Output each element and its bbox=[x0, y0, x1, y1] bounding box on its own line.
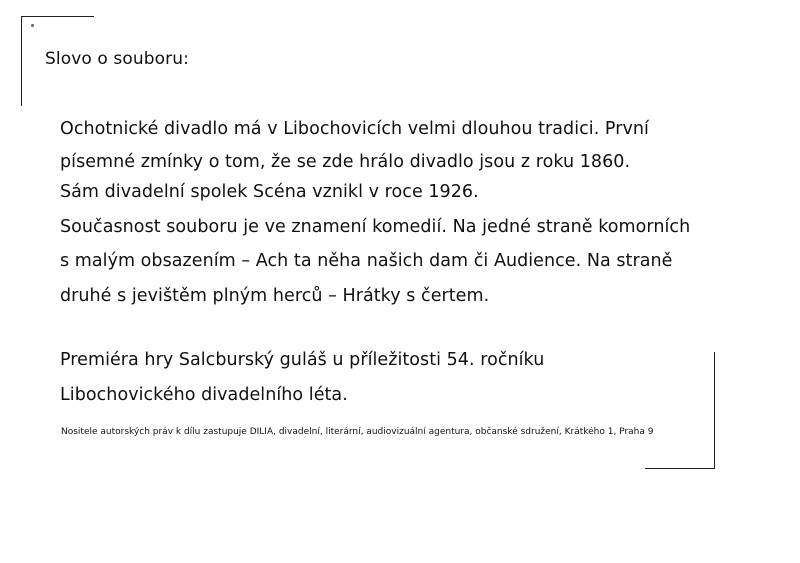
copyright-footnote: Nositele autorských práv k dílu zastupuje DILIA, divadelní, literární, audiovizuální agentura, občanské sdružení, Krátkého 1, Praha 9 bbox=[61, 427, 654, 437]
corner-mark-bottom-right-horizontal bbox=[645, 468, 715, 469]
paragraph1-line-4: Současnost souboru je ve znamení komedií. Na jedné straně komorních bbox=[60, 217, 691, 237]
paragraph1-line-3: Sám divadelní spolek Scéna vznikl v roce 1926. bbox=[60, 182, 479, 202]
paragraph1-line-6: druhé s jevištěm plným herců – Hrátky s čertem. bbox=[60, 286, 490, 306]
corner-mark-top-left-vertical bbox=[21, 16, 22, 106]
corner-mark-top-left-horizontal bbox=[21, 16, 94, 17]
paragraph1-line-1: Ochotnické divadlo má v Libochovicích velmi dlouhou tradici. První bbox=[60, 119, 649, 139]
scan-speck bbox=[31, 24, 34, 27]
paragraph2-line-1: Premiéra hry Salcburský guláš u příležitosti 54. ročníku bbox=[60, 350, 545, 370]
paragraph1-line-2: písemné zmínky o tom, že se zde hrálo divadlo jsou z roku 1860. bbox=[60, 152, 631, 172]
paragraph2-line-2: Libochovického divadelního léta. bbox=[60, 385, 348, 405]
page-heading: Slovo o souboru: bbox=[45, 49, 189, 69]
corner-mark-bottom-right-vertical bbox=[714, 352, 715, 468]
paragraph1-line-5: s malým obsazením – Ach ta něha našich dam či Audience. Na straně bbox=[60, 251, 673, 271]
